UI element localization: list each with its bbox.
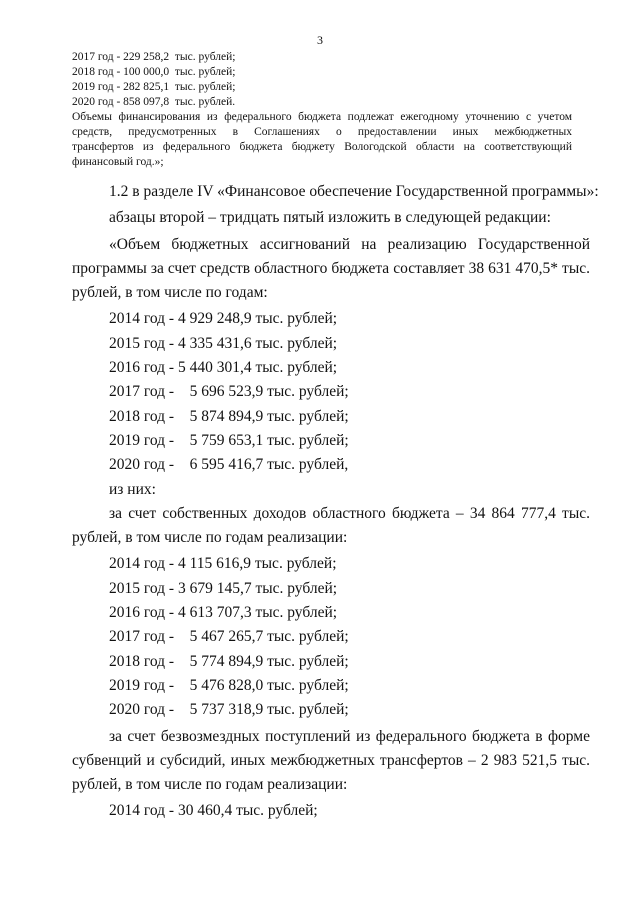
own-income-year-line: 2017 год - 5 467 265,7 тыс. рублей; xyxy=(109,628,349,646)
top-year-list xyxy=(72,50,572,110)
funding-note xyxy=(72,110,572,170)
volume-year-line: 2017 год - 5 696 523,9 тыс. рублей; xyxy=(109,383,349,401)
top-year-line: 2019 год - 282 825,1 тыс. рублей; xyxy=(72,81,236,93)
top-year-line: 2020 год - 858 097,8 тыс. рублей. xyxy=(72,96,236,108)
own-income-line: за счет собственных доходов областного бюджета – 34 864 777,4 тыс. xyxy=(109,504,590,522)
funding-note-line: финансовый год.»; xyxy=(72,156,164,168)
volume-paragraph-line: «Объем бюджетных ассигнований на реализацию Государственной xyxy=(109,235,590,253)
federal-line: за счет безвозмездных поступлений из федерального бюджета в форме xyxy=(109,727,590,745)
own-income-year-line: 2014 год - 4 115 616,9 тыс. рублей; xyxy=(109,555,337,573)
volume-year-line: 2019 год - 5 759 653,1 тыс. рублей; xyxy=(109,431,349,449)
top-year-line: 2018 год - 100 000,0 тыс. рублей; xyxy=(72,66,236,78)
own-income-line: рублей, в том числе по годам реализации: xyxy=(72,529,348,547)
own-income-year-line: 2020 год - 5 737 318,9 тыс. рублей; xyxy=(109,701,349,719)
own-income-year-line: 2016 год - 4 613 707,3 тыс. рублей; xyxy=(109,604,338,622)
own-income-year-line: 2019 год - 5 476 828,0 тыс. рублей; xyxy=(109,676,349,694)
volume-paragraph-line: рублей, в том числе по годам: xyxy=(72,284,268,302)
volume-year-line: 2016 год - 5 440 301,4 тыс. рублей; xyxy=(109,359,338,377)
funding-note-line: Объемы финансирования из федерального бюджета подлежат ежегодному уточнению с учетом xyxy=(72,111,572,123)
funding-note-line: трансфертов из федерального бюджета бюджету Вологодской области на соответствующий xyxy=(72,141,572,153)
document-body xyxy=(72,180,599,824)
federal-line: субвенций и субсидий, иных межбюджетных трансфертов – 2 983 521,5 тыс. xyxy=(72,751,590,769)
volume-year-line: 2015 год - 4 335 431,6 тыс. рублей; xyxy=(109,334,338,352)
of-them-label: из них: xyxy=(109,480,156,498)
own-income-year-line: 2018 год - 5 774 894,9 тыс. рублей; xyxy=(109,652,349,670)
own-income-year-line: 2015 год - 3 679 145,7 тыс. рублей; xyxy=(109,579,338,597)
volume-year-line: 2014 год - 4 929 248,9 тыс. рублей; xyxy=(109,310,338,328)
volume-year-line: 2020 год - 6 595 416,7 тыс. рублей, xyxy=(109,456,349,474)
volume-year-line: 2018 год - 5 874 894,9 тыс. рублей; xyxy=(109,407,349,425)
page-number: 3 xyxy=(317,33,323,47)
section-heading: 1.2 в разделе IV «Финансовое обеспечение Государственной программы»: xyxy=(109,183,599,200)
funding-note-line: средств, предусмотренных в Соглашениях о предоставлении иных межбюджетных xyxy=(72,126,572,138)
federal-line: рублей, в том числе по годам реализации: xyxy=(72,776,348,794)
volume-paragraph-line: программы за счет средств областного бюджета составляет 38 631 470,5* тыс. xyxy=(72,259,590,277)
top-year-line: 2017 год - 229 258,2 тыс. рублей; xyxy=(72,51,236,63)
federal-year-line: 2014 год - 30 460,4 тыс. рублей; xyxy=(109,802,318,820)
instruction-line: абзацы второй – тридцать пятый изложить в следующей редакции: xyxy=(109,209,551,227)
